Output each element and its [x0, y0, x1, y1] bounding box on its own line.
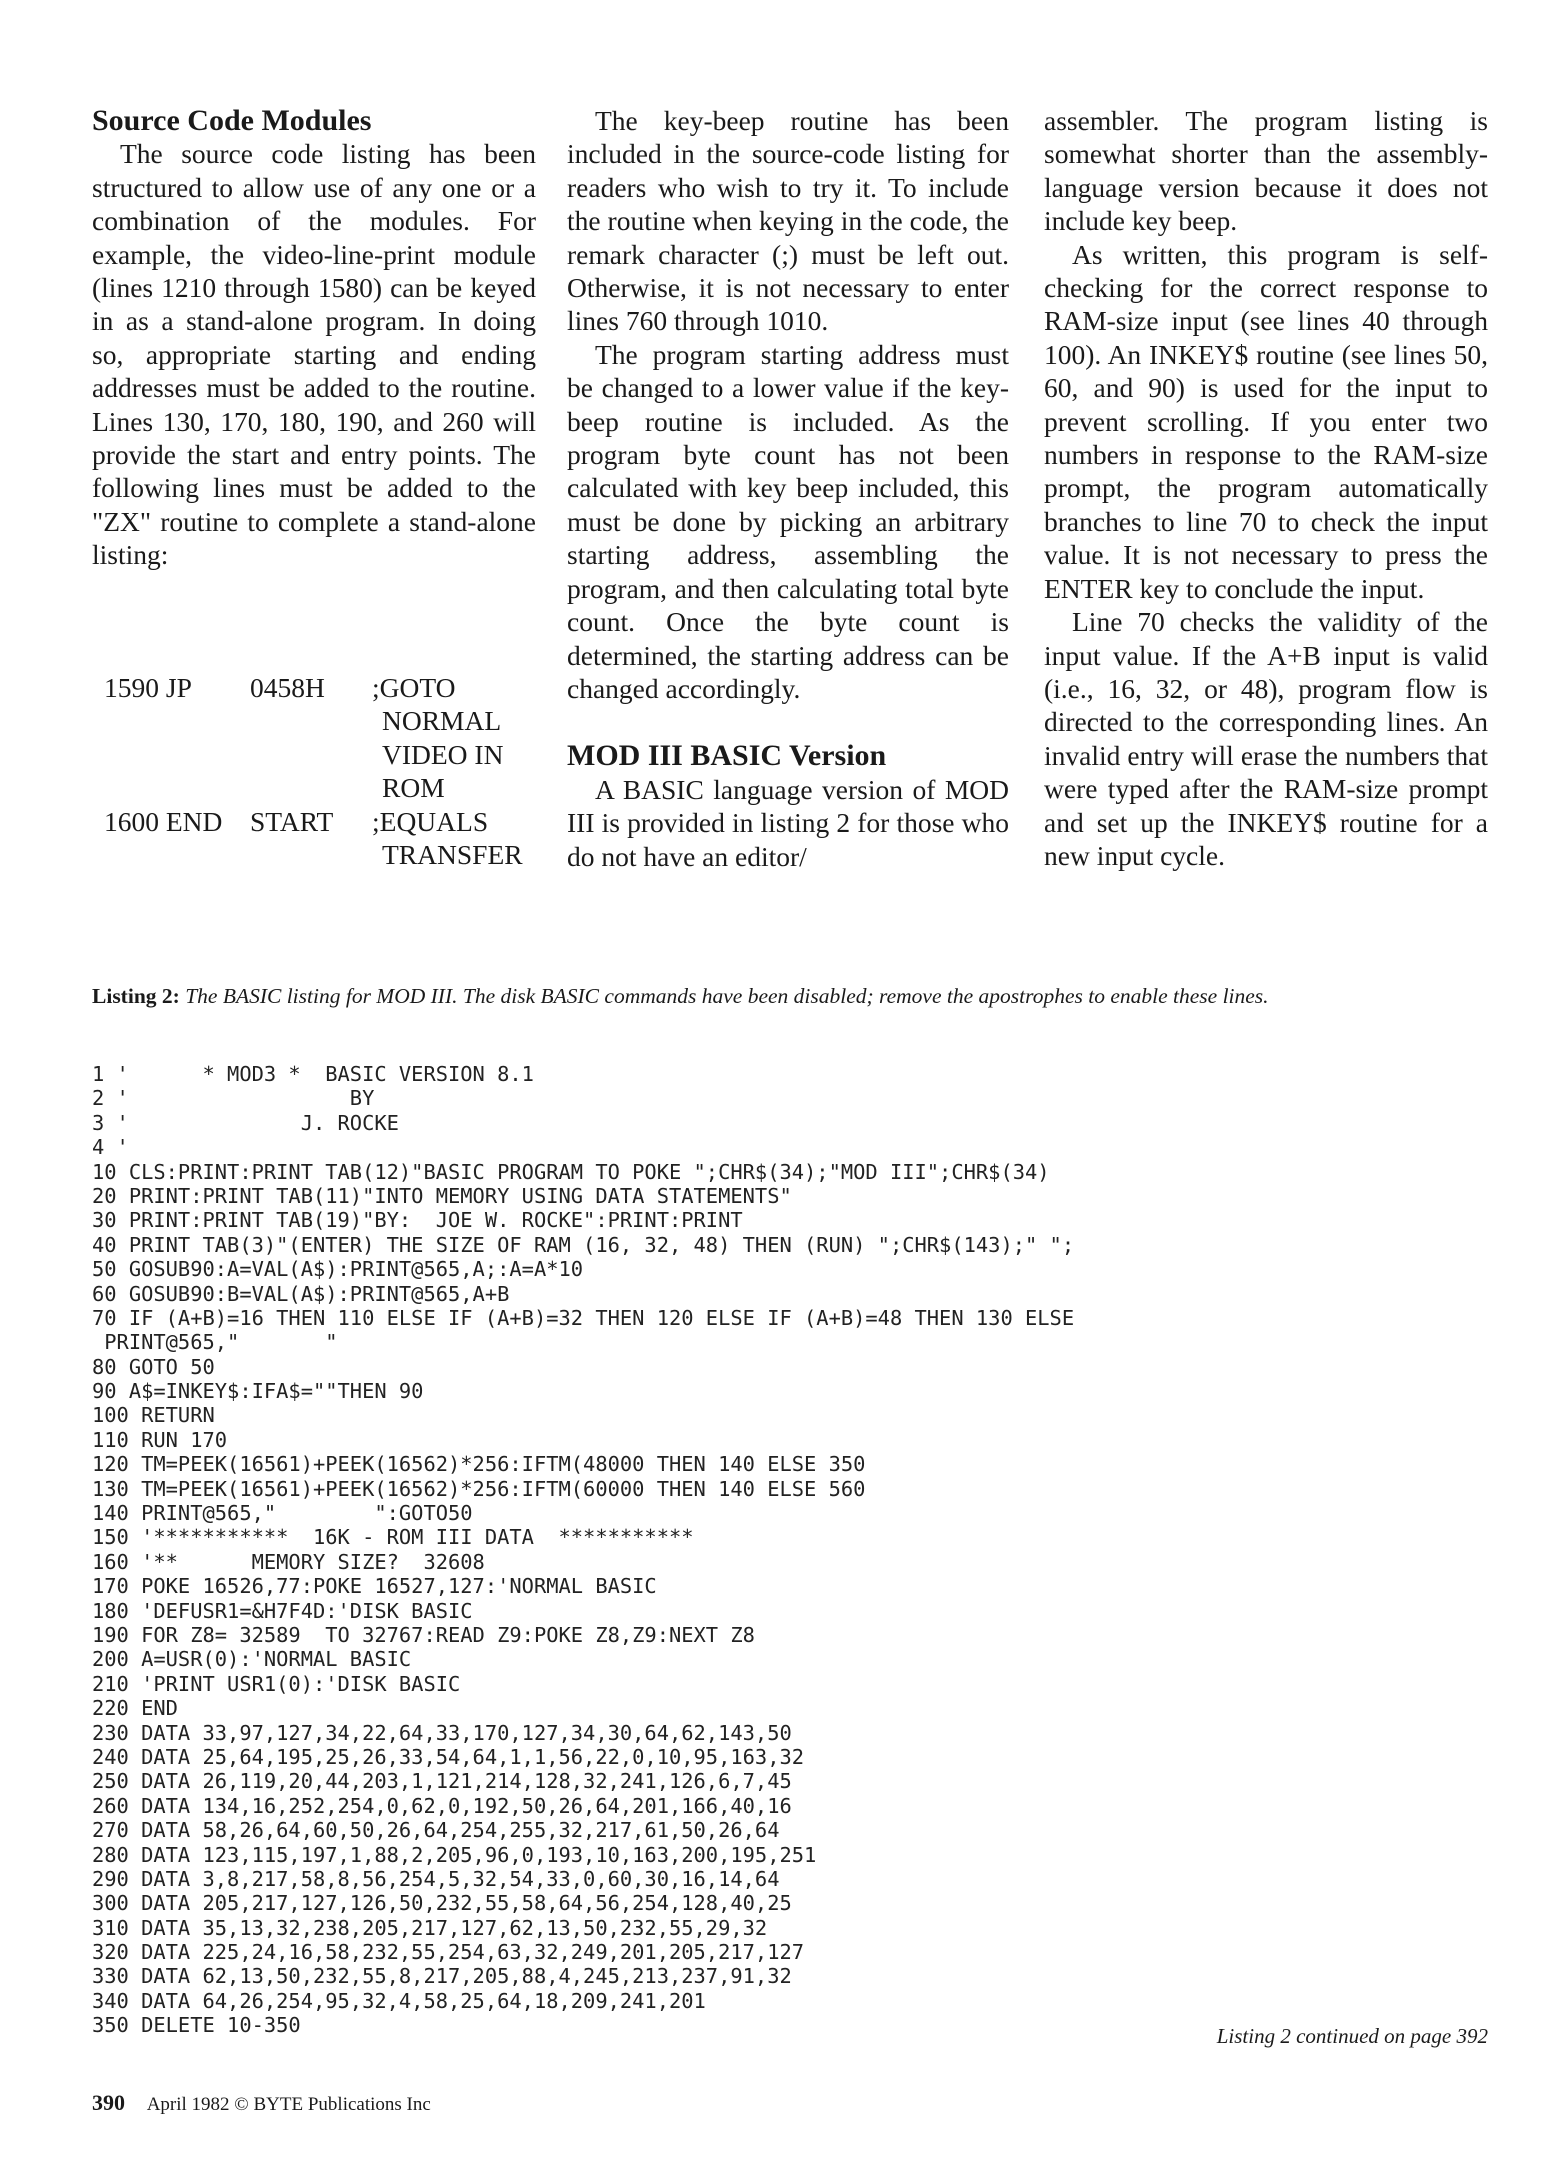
listing-line: 100 RETURN: [92, 1403, 215, 1428]
listing-line: 130 TM=PEEK(16561)+PEEK(16562)*256:IFTM(60000 THEN 140 ELSE 560: [92, 1476, 866, 1501]
column-2: [567, 104, 1009, 873]
code-operand: 0458H: [250, 672, 325, 703]
section-heading-source-code-modules: Source Code Modules: [92, 104, 372, 137]
listing-line: 280 DATA 123,115,197,1,88,2,205,96,0,193,10,163,200,195,251: [92, 1842, 817, 1867]
listing-line: 150 '*********** 16K - ROM III DATA ***********: [92, 1525, 694, 1550]
code-comment: ROM: [382, 772, 445, 804]
paragraph: The source code listing has been structured to allow use of any one or a combination of the modules. For example, the video-line-print module (lines 1210 through 1580) can be keyed in as a stand-alone program. In doing so, appropriate starting and ending addresses must be added to the routine. Lines 130, 170, 180, 190, and 260 will provide the start and entry points. The following lines must be added to the "ZX" routine to complete a stand-alone listing:: [92, 138, 536, 571]
listing-line: 180 'DEFUSR1=&H7F4D:'DISK BASIC: [92, 1598, 473, 1623]
code-comment: VIDEO IN: [382, 738, 504, 770]
listing-line: PRINT@565," ": [92, 1330, 338, 1355]
listing-line: 20 PRINT:PRINT TAB(11)"INTO MEMORY USING DATA STATEMENTS": [92, 1183, 792, 1208]
listing-line: 300 DATA 205,217,127,126,50,232,55,58,64,56,254,128,40,25: [92, 1891, 792, 1916]
code-label: 1590 JP: [104, 672, 192, 703]
listing-line: 3 ' J. ROCKE: [92, 1110, 399, 1135]
listing-line: 350 DELETE 10-350: [92, 2013, 301, 2038]
listing-line: 80 GOTO 50: [92, 1354, 215, 1379]
listing-line: 50 GOSUB90:A=VAL(A$):PRINT@565,A;:A=A*10: [92, 1257, 584, 1282]
listing-line: 310 DATA 35,13,32,238,205,217,127,62,13,50,232,55,29,32: [92, 1915, 768, 1940]
listing-line: 240 DATA 25,64,195,25,26,33,54,64,1,1,56,22,0,10,95,163,32: [92, 1744, 805, 1769]
paragraph: The key-beep routine has been included in the source-code listing for readers who wish to try it. To include the routine when keying in the code, the remark character (;) must be left out. Otherwise, it is not necessary to enter lines 760 through 1010.: [567, 105, 1009, 337]
code-comment: TRANSFER: [382, 838, 523, 870]
listing-line: 260 DATA 134,16,252,254,0,62,0,192,50,26,64,201,166,40,16: [92, 1793, 792, 1818]
continued-note: Listing 2 continued on page 392: [1216, 2024, 1488, 2048]
listing-line: 110 RUN 170: [92, 1427, 228, 1452]
code-comment: NORMAL: [382, 705, 502, 737]
listing-line: 320 DATA 225,24,16,58,232,55,254,63,32,249,201,205,217,127: [92, 1940, 805, 1965]
listing-line: 60 GOSUB90:B=VAL(A$):PRINT@565,A+B: [92, 1281, 510, 1306]
page-number: 390: [92, 2090, 125, 2115]
paragraph: The program starting address must be changed to a lower value if the key-beep routine is included. As the program byte count has not been calculated with key beep included, this must be done by picking an arbitrary starting address, assembling the program, and then calculating total byte count. Once the byte count is determined, the starting address can be changed accordingly.: [567, 338, 1009, 704]
listing-line: 4 ': [92, 1135, 129, 1160]
code-comment: ;EQUALS: [372, 805, 489, 837]
listing-line: 200 A=USR(0):'NORMAL BASIC: [92, 1647, 412, 1672]
listing-caption: [92, 982, 1488, 1010]
listing-line: 330 DATA 62,13,50,232,55,8,217,205,88,4,245,213,237,91,32: [92, 1964, 792, 1989]
paragraph: Line 70 checks the validity of the input value. If the A+B input is valid (i.e., 16, 32, or 48), program flow is directed to the corresponding lines. An invalid entry will erase the numbers that were typed after the RAM-size prompt and set up the INKEY$ routine for a new input cycle.: [1044, 606, 1488, 871]
listing-line: 70 IF (A+B)=16 THEN 110 ELSE IF (A+B)=32 THEN 120 ELSE IF (A+B)=48 THEN 130 ELSE: [92, 1305, 1075, 1330]
listing-line: 170 POKE 16526,77:POKE 16527,127:'NORMAL BASIC: [92, 1574, 657, 1599]
paragraph: As written, this program is self-checking for the correct response to RAM-size input (see lines 40 through 100). An INKEY$ routine (see lines 50, 60, and 90) is used for the input to prevent scrolling. If you enter two numbers in response to the RAM-size prompt, the program automatically branches to line 70 to check the input value. It is not necessary to press the ENTER key to conclude the input.: [1044, 238, 1488, 604]
listing-line: 230 DATA 33,97,127,34,22,64,33,170,127,34,30,64,62,143,50: [92, 1720, 792, 1745]
code-label: 1600 END: [104, 805, 223, 837]
caption-text: The BASIC listing for MOD III. The disk BASIC commands have been disabled; remove the apostrophes to enable these lines.: [185, 984, 1269, 1008]
listing-line: 190 FOR Z8= 32589 TO 32767:READ Z9:POKE Z8,Z9:NEXT Z8: [92, 1622, 755, 1647]
paragraph: assembler. The program listing is somewhat shorter than the assembly-language version because it does not include key beep.: [1044, 105, 1488, 237]
listing-line: 120 TM=PEEK(16561)+PEEK(16562)*256:IFTM(48000 THEN 140 ELSE 350: [92, 1452, 866, 1477]
listing-line: 90 A$=INKEY$:IFA$=""THEN 90: [92, 1379, 424, 1404]
listing-line: 1 ' * MOD3 * BASIC VERSION 8.1: [92, 1062, 534, 1086]
listing-line: 140 PRINT@565," ":GOTO50: [92, 1501, 473, 1526]
listing-line: 250 DATA 26,119,20,44,203,1,121,214,128,32,241,126,6,7,45: [92, 1769, 792, 1794]
caption-label: Listing 2:: [92, 984, 180, 1008]
column-1: [92, 104, 536, 572]
listing-line: 220 END: [92, 1696, 178, 1721]
listing-line: 160 '** MEMORY SIZE? 32608: [92, 1549, 485, 1574]
paragraph: A BASIC language version of MOD III is provided in listing 2 for those who do not have an editor/: [567, 773, 1009, 872]
listing-line: 210 'PRINT USR1(0):'DISK BASIC: [92, 1671, 461, 1696]
listing-line: 10 CLS:PRINT:PRINT TAB(12)"BASIC PROGRAM TO POKE ";CHR$(34);"MOD III";CHR$(34): [92, 1159, 1050, 1184]
basic-listing: [92, 1062, 1074, 2038]
footer-text: April 1982 © BYTE Publications Inc: [146, 2094, 431, 2115]
listing-line: 290 DATA 3,8,217,58,8,56,254,5,32,54,33,0,60,30,16,14,64: [92, 1866, 780, 1891]
listing-line: 270 DATA 58,26,64,60,50,26,64,254,255,32,217,61,50,26,64: [92, 1818, 780, 1843]
listing-line: 40 PRINT TAB(3)"(ENTER) THE SIZE OF RAM (16, 32, 48) THEN (RUN) ";CHR$(143);" ";: [92, 1232, 1075, 1257]
section-heading-mod-iii-basic: MOD III BASIC Version: [567, 739, 887, 773]
page-footer: [92, 2090, 431, 2116]
code-comment: ;GOTO: [372, 672, 456, 703]
listing-line: 2 ' BY: [92, 1086, 375, 1111]
column-3: [1044, 104, 1488, 872]
code-operand: START: [250, 805, 334, 837]
listing-line: 30 PRINT:PRINT TAB(19)"BY: JOE W. ROCKE":PRINT:PRINT: [92, 1208, 743, 1233]
listing-line: 340 DATA 64,26,254,95,32,4,58,25,64,18,209,241,201: [92, 1988, 706, 2013]
